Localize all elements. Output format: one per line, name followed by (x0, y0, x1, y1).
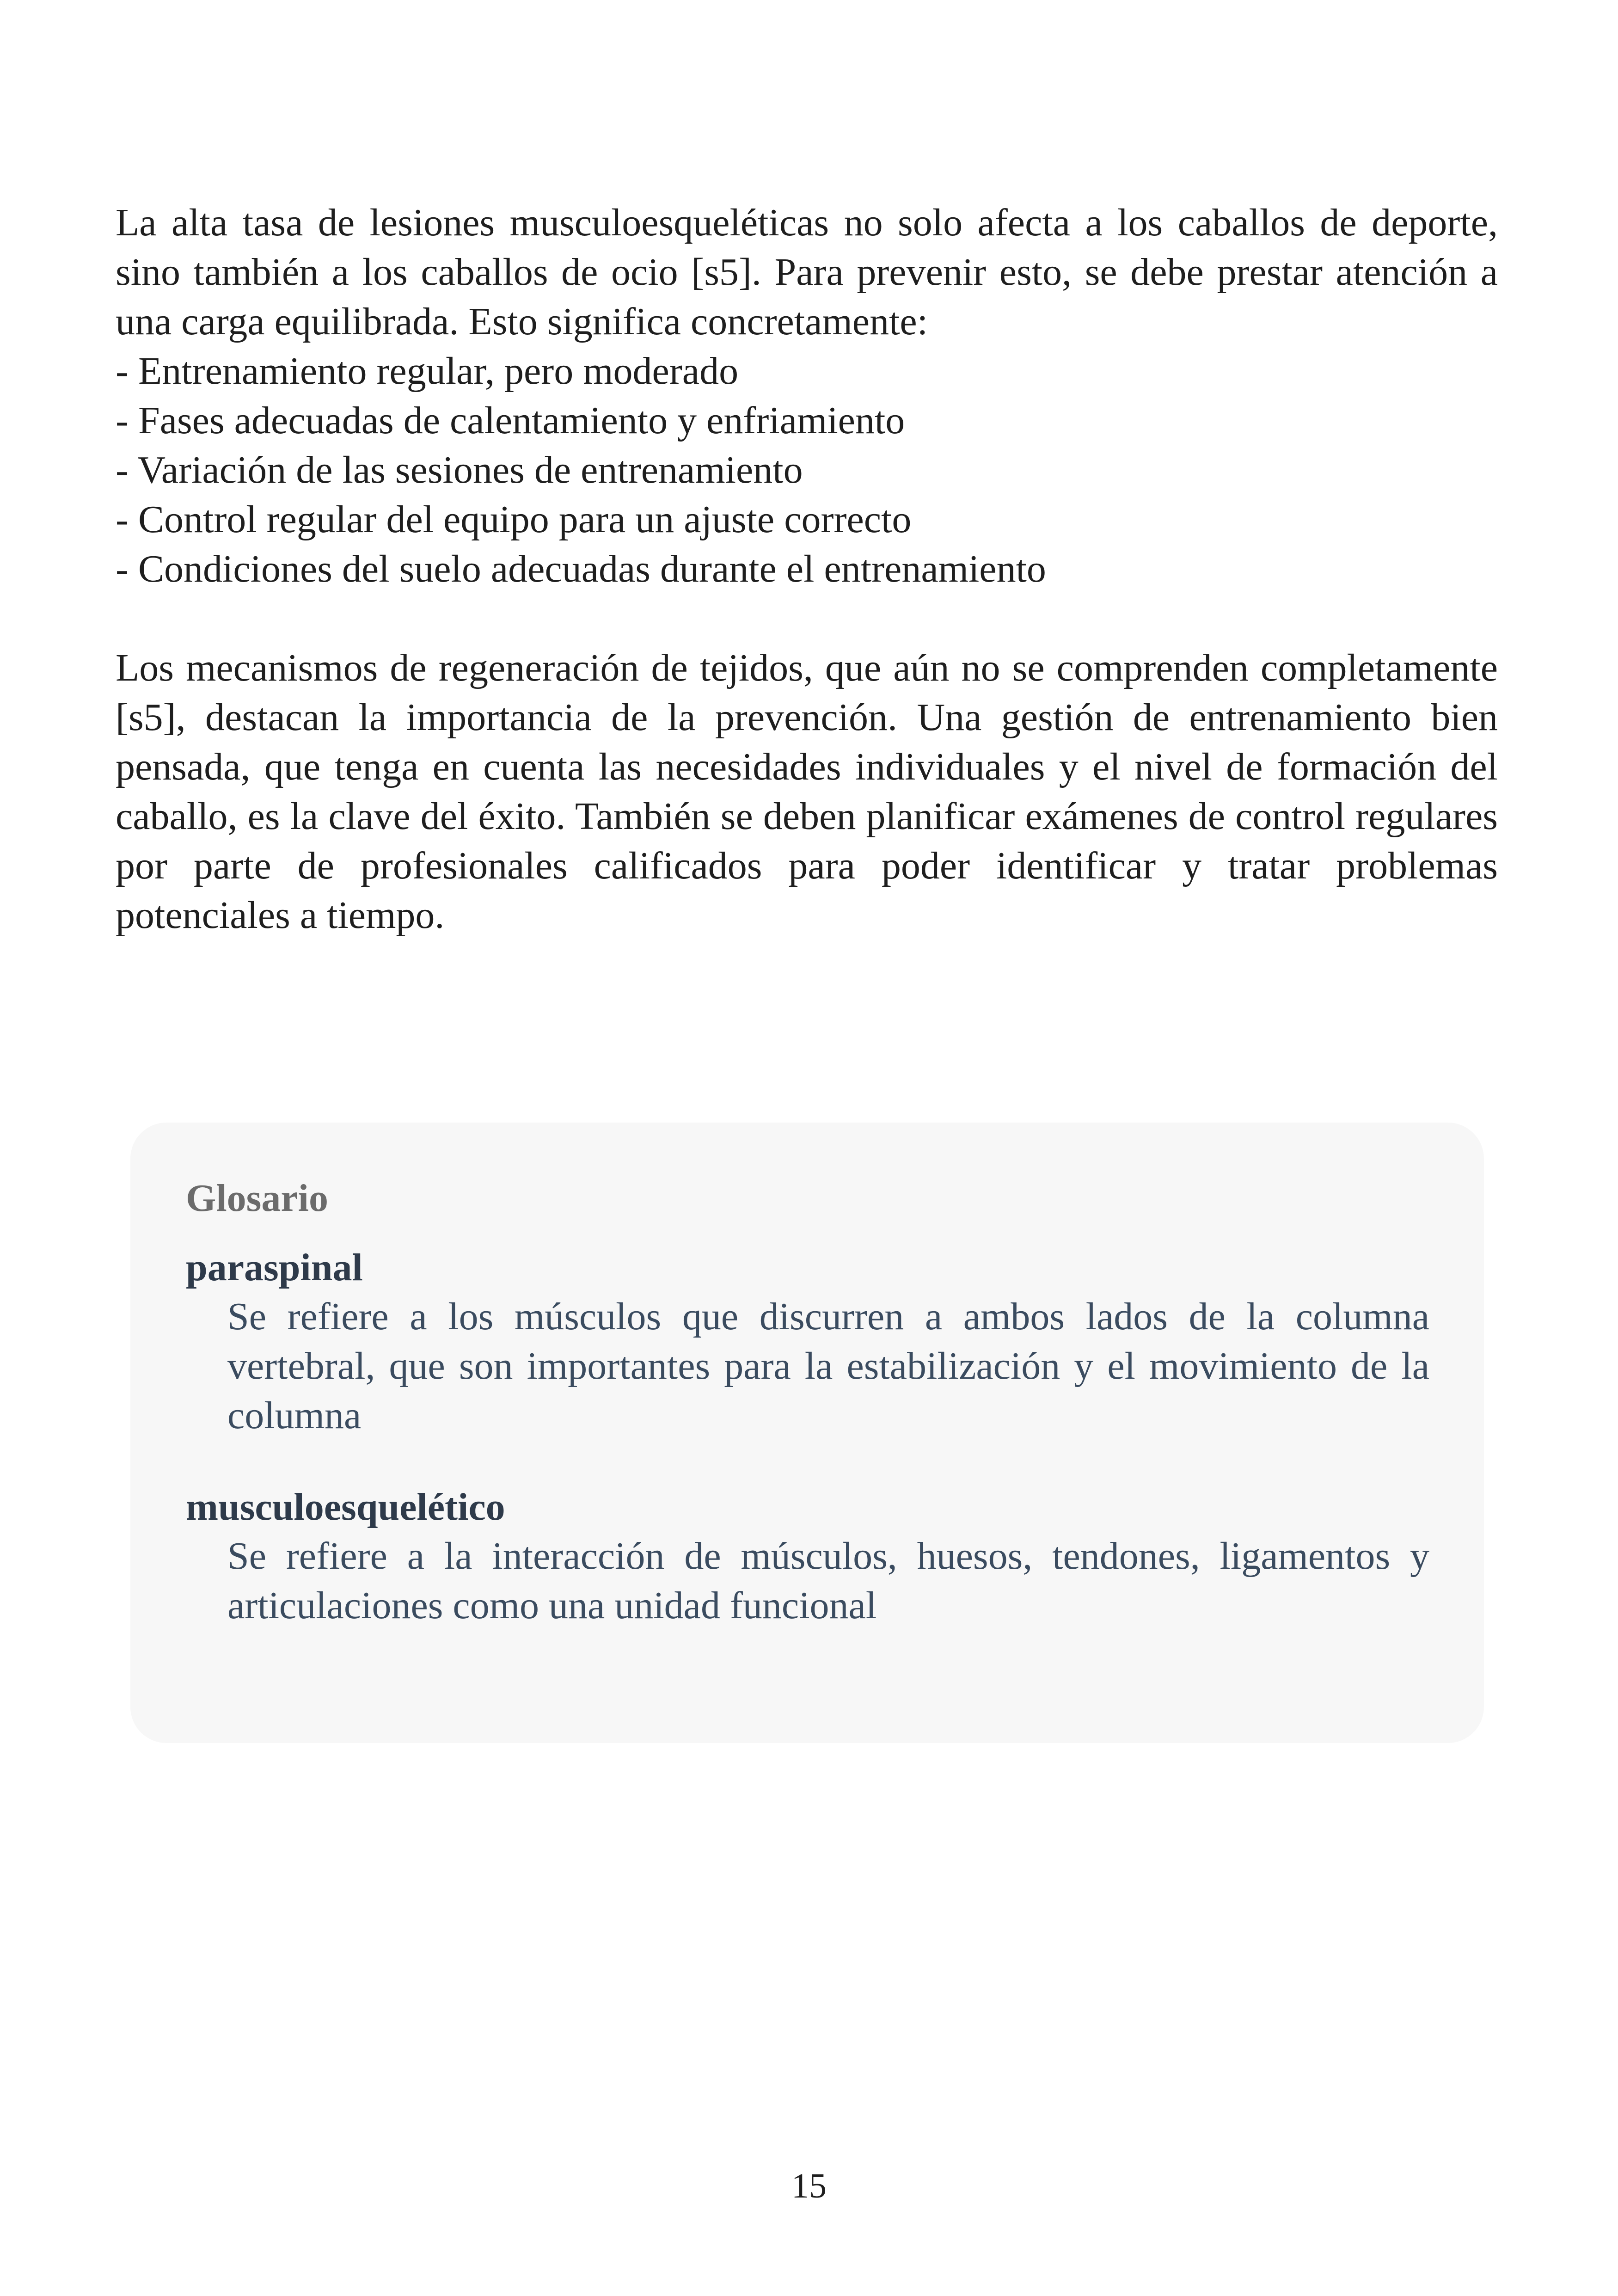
page-number: 15 (791, 2167, 827, 2205)
glossary-term-musculoesqueletico: musculoesquelético (186, 1486, 505, 1529)
glossary-box (130, 1123, 1484, 1743)
list-item: - Condiciones del suelo adecuadas durante el entrenamiento (116, 547, 1046, 590)
glossary-definition-paraspinal: Se refiere a los músculos que discurren a ambos lados de la columna vertebral, que son importantes para la estabilización y el movimiento de la columna (227, 1295, 1429, 1437)
regeneration-paragraph: Los mecanismos de regeneración de tejidos, que aún no se comprenden completamente [s5], destacan la importancia de la prevención. Una gestión de entrenamiento bien pensada, que tenga en cuenta las necesidades individuales y el nivel de formación del caballo, es la clave del éxito. También se deben planificar exámenes de control regulares por parte de profesionales calificados para poder identificar y tratar problemas potenciales a tiempo. (116, 646, 1498, 937)
glossary-title: Glosario (186, 1177, 328, 1220)
list-item: - Control regular del equipo para un ajuste correcto (116, 498, 912, 541)
intro-paragraph: La alta tasa de lesiones musculoesqueléticas no solo afecta a los caballos de deporte, sino también a los caballos de ocio [s5]. Para prevenir esto, se debe prestar atención a una carga equilibrada. Esto significa concretamente: (116, 201, 1498, 343)
list-item: - Entrenamiento regular, pero moderado (116, 350, 739, 393)
list-item: - Fases adecuadas de calentamiento y enfriamiento (116, 399, 905, 442)
glossary-definition-musculoesqueletico: Se refiere a la interacción de músculos, huesos, tendones, ligamentos y articulaciones como una unidad funcional (227, 1535, 1429, 1627)
recommendation-list (116, 346, 1498, 594)
list-item: - Variación de las sesiones de entrenamiento (116, 448, 803, 491)
glossary-term-paraspinal: paraspinal (186, 1246, 363, 1289)
